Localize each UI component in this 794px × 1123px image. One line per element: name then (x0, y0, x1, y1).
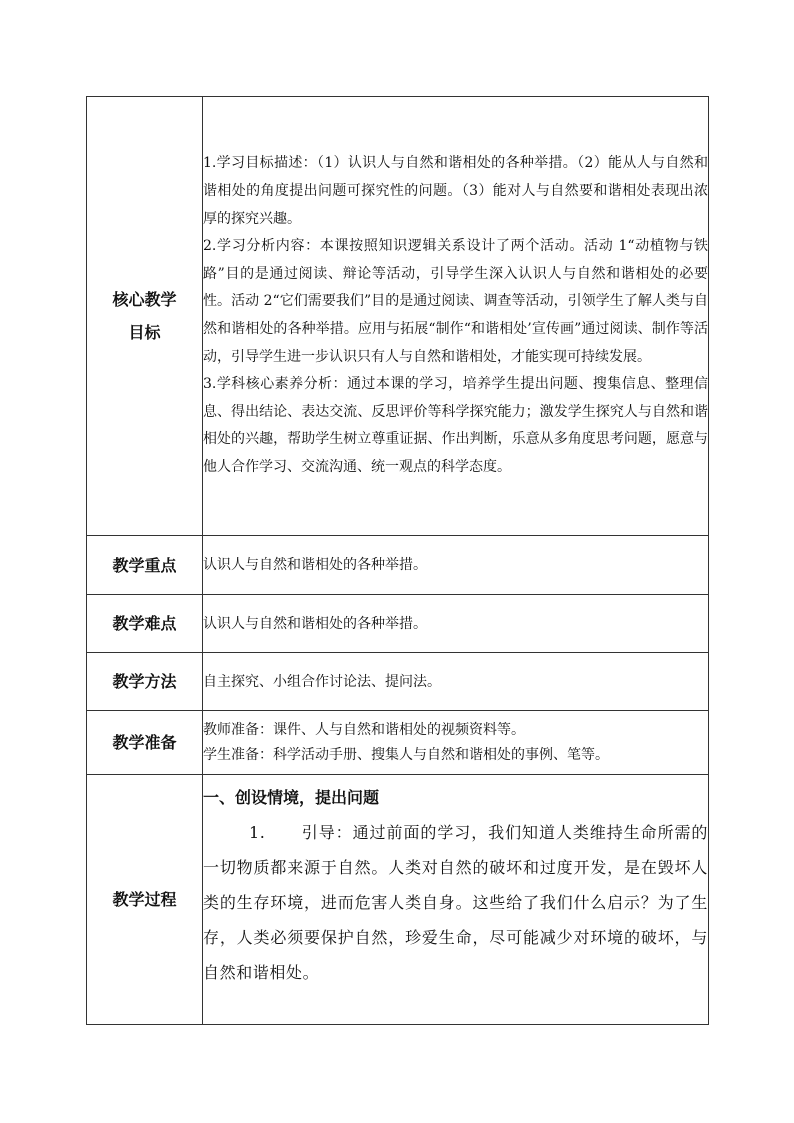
process-label: 教学过程 (87, 775, 203, 1025)
process-section-heading: 一、创设情境，提出问题 (203, 788, 380, 807)
key-points-label: 教学重点 (87, 536, 203, 595)
objectives-label-line2: 目标 (128, 323, 161, 342)
lesson-plan-table (86, 96, 709, 1025)
learning-goals-paragraph: 1.学习目标描述：（1）认识人与自然和谐相处的各种举措。（2）能从人与自然和谐相处的角度提出问题可探究性的问题。（3）能对人与自然要和谐相处表现出浓厚的探究兴趣。 (203, 155, 708, 227)
process-item-1 (203, 815, 708, 990)
core-literacy-paragraph: 3.学科核心素养分析：通过本课的学习，培养学生提出问题、搜集信息、整理信息、得出结论、表达交流、反思评价等科学探究能力；激发学生探究人与自然和谐相处的兴趣，帮助学生树立尊重证据、作出判断，乐意从多角度思考问题，愿意与他人合作学习、交流沟通、统一观点的科学态度。 (203, 376, 708, 475)
methods-text: 自主探究、小组合作讨论法、提问法。 (203, 653, 709, 711)
key-points-text: 认识人与自然和谐相处的各种举措。 (203, 536, 709, 595)
process-row (87, 775, 709, 1025)
preparation-row (87, 711, 709, 775)
difficulties-row (87, 595, 709, 653)
teacher-preparation: 教师准备：课件、人与自然和谐相处的视频资料等。 (203, 721, 525, 738)
process-item-text: 引导：通过前面的学习，我们知道人类维持生命所需的一切物质都来源于自然。人类对自然的破坏和过度开发，是在毁坏人类的生存环境，进而危害人类自身。这些给了我们什么启示？为了生存，人类必须要保护自然，珍爱生命，尽可能减少对环境的破坏，与自然和谐相处。 (203, 823, 708, 982)
objectives-row (87, 97, 709, 536)
preparation-label: 教学准备 (87, 711, 203, 775)
process-content (203, 775, 709, 1025)
methods-row (87, 653, 709, 711)
objectives-label-line1: 核心教学 (112, 290, 177, 309)
student-preparation: 学生准备：科学活动手册、搜集人与自然和谐相处的事例、笔等。 (203, 746, 609, 763)
difficulties-text: 认识人与自然和谐相处的各种举措。 (203, 595, 709, 653)
objectives-label (87, 97, 203, 536)
learning-analysis-paragraph: 2.学习分析内容：本课按照知识逻辑关系设计了两个活动。活动 1“动植物与铁路”目的是通过阅读、辩论等活动，引导学生深入认识人与自然和谐相处的必要性。活动 2“它们需要我们”目的是通过阅读、调查等活动，引领学生了解人类与自然和谐相处的各种举措。应用与拓展“制作“和谐相处’宣传画”通过阅读、制作等活动，引导学生进一步认识只有人与自然和谐相处，才能实现可持续发展。 (203, 238, 708, 365)
process-item-number: 1. (249, 823, 266, 842)
difficulties-label: 教学难点 (87, 595, 203, 653)
objectives-content (203, 97, 709, 536)
methods-label: 教学方法 (87, 653, 203, 711)
preparation-content (203, 711, 709, 775)
key-points-row (87, 536, 709, 595)
